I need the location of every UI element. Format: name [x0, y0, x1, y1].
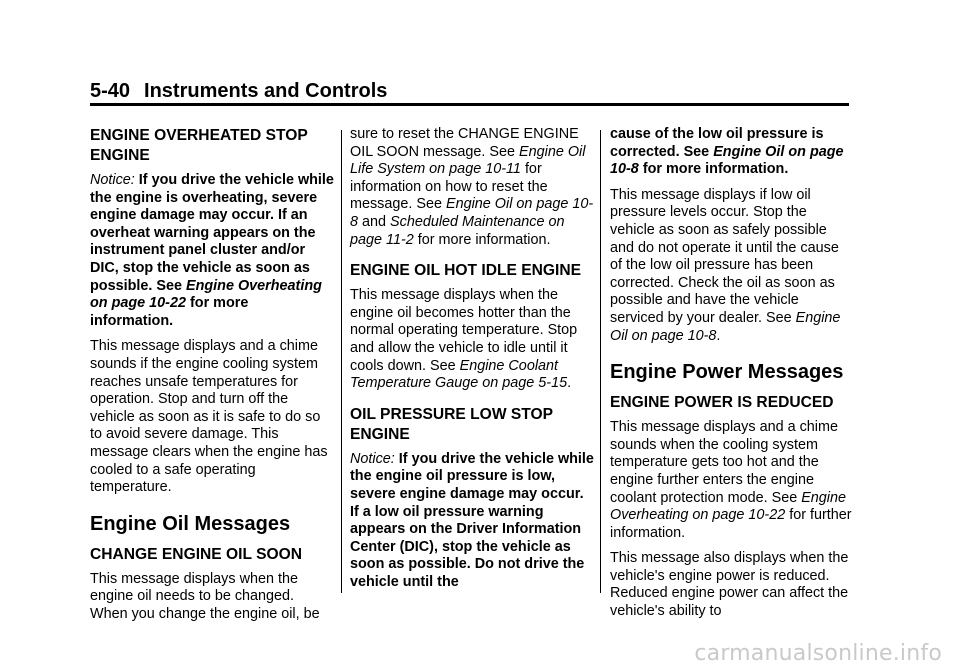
reference-link[interactable]: Scheduled Maintenance on page 11-2: [350, 213, 565, 248]
paragraph-overheat: This message displays and a chime sounds if the engine cooling system reaches unsafe temperatures for operation. Stop and turn off the vehicle as soon as it is safe to do so to avoid severe damage. This message clears when the engine has cooled to a safe operating temperature.: [90, 338, 328, 496]
notice-tail: for more information.: [90, 295, 249, 329]
watermark: carmanualsonline.info: [694, 641, 942, 666]
text-segment: for further information.: [610, 507, 852, 541]
reference-link[interactable]: Engine Overheating on page 10-22: [90, 277, 322, 312]
text-segment: .: [716, 327, 721, 344]
notice-tail: for more information.: [642, 161, 789, 178]
header-rule: [90, 103, 849, 106]
paragraph-power-reduced-2: This message also displays when the vehicle's engine power is reduced. Reduced engine power can affect the vehicle's ability to: [610, 550, 849, 620]
heading-oil-pressure-low: OIL PRESSURE LOW STOP ENGINE: [350, 405, 553, 443]
notice-oil-pressure: [350, 451, 594, 592]
heading-change-engine-oil-soon: CHANGE ENGINE OIL SOON: [90, 545, 302, 563]
notice-text: If you drive the vehicle while the engine oil pressure is low, severe engine damage may occur. If a low oil pressure warning appears on the Driver Information Center (DIC), stop the vehicle as soon as possible. Do not drive the vehicle until the: [350, 450, 594, 590]
heading-engine-overheated: ENGINE OVERHEATED STOP ENGINE: [90, 127, 308, 164]
text-segment: for information on how to reset the message. See: [350, 161, 548, 213]
notice-label: Notice:: [90, 172, 135, 188]
text-segment: sure to reset the CHANGE ENGINE OIL SOON message. See: [350, 126, 579, 160]
heading-engine-oil-hot-idle: ENGINE OIL HOT IDLE ENGINE: [350, 262, 582, 280]
reference-link[interactable]: Engine Oil on page 10-8: [610, 143, 844, 178]
text-segment: and: [362, 213, 387, 230]
reference-link[interactable]: Engine Oil Life System on page 10-11: [350, 143, 586, 178]
page-header: [90, 80, 387, 103]
column-divider-1: [341, 130, 342, 593]
column-divider-2: [600, 130, 601, 593]
text-segment: for more information.: [417, 231, 551, 248]
column-2: [350, 126, 594, 599]
paragraph-low-pressure: [610, 187, 854, 345]
paragraph-power-reduced-1: [610, 419, 854, 542]
reference-link[interactable]: Engine Coolant Temperature Gauge on page 5-15: [350, 357, 568, 392]
paragraph-reset-message: [350, 126, 594, 249]
reference-link[interactable]: Engine Overheating on page 10-22: [610, 489, 847, 524]
notice-oil-pressure-continued: [610, 126, 854, 179]
column-1: [90, 126, 334, 631]
notice-text: cause of the low oil pressure is corrected. See: [610, 126, 824, 160]
column-3: [610, 126, 854, 629]
text-segment: This message displays when the engine oil becomes hotter than the normal operating temperature. Stop and allow the vehicle to idle until it cools down. See: [350, 287, 578, 374]
reference-link[interactable]: Engine Oil on page 10-8: [350, 196, 594, 230]
text-segment: This message displays if low oil pressure levels occur. Stop the vehicle as soon as safely possible and do not operate it until the cause of the low oil pressure has been corrected. Check the oil as soon as possible and have the vehicle serviced by your dealer. See: [610, 186, 839, 326]
heading-engine-oil-messages: Engine Oil Messages: [90, 512, 291, 535]
paragraph-change-oil: This message displays when the engine oil needs to be changed. When you change the engine oil, be: [90, 570, 320, 622]
notice-label: Notice:: [350, 450, 395, 467]
heading-engine-power-reduced: ENGINE POWER IS REDUCED: [610, 394, 834, 412]
section-title: Instruments and Controls: [144, 80, 388, 102]
text-segment: .: [567, 375, 572, 392]
text-segment: This message displays and a chime sounds when the cooling system temperature gets too hot and the engine further enters the engine coolant protection mode. See: [610, 419, 838, 506]
notice-text: If you drive the vehicle while the engine is overheating, severe engine damage may occur. If an overheat warning appears on the instrument panel cluster and/or DIC, stop the vehicle as soon as possible. See: [90, 172, 334, 294]
reference-link[interactable]: Engine Oil on page 10-8: [610, 309, 841, 344]
paragraph-hot-idle: [350, 287, 594, 393]
page-number: 5-40: [90, 80, 131, 102]
notice-overheating: [90, 172, 334, 330]
heading-engine-power-messages: Engine Power Messages: [610, 361, 844, 384]
